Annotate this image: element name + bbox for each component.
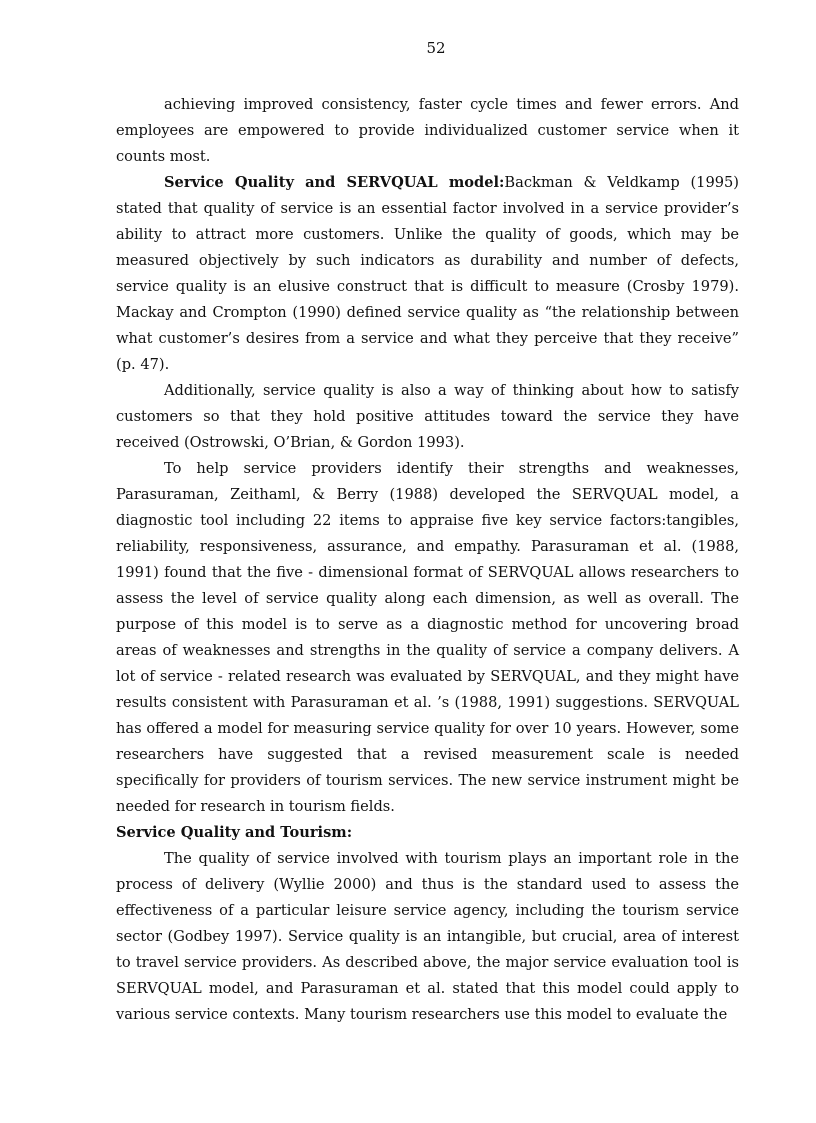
paragraph-3: Additionally, service quality is also a way of thinking about how to satisfy customers so that they hold positive attitudes toward the service they have received (Ostrowski, O’Brian, & Gordon 1993). (116, 382, 739, 451)
paragraph-2-body: Backman & Veldkamp (1995) stated that quality of service is an essential factor involved in a service provider’s ability to attract more customers. Unlike the quality of goods, which may be measured objectively by such indicators as durability and number of defects, service quality is an elusive construct that is difficult to measure (Crosby 1979). Mackay and Crompton (1990) defined service quality as “the relationship between what customer’s desires from a service and what they perceive that they receive” (p. 47). (116, 174, 739, 373)
paragraph-2-lead: Service Quality and SERVQUAL model: (164, 174, 505, 191)
paragraph-2 (116, 170, 739, 378)
paragraph-4: To help service providers identify their strengths and weaknesses, Parasuraman, Zeithaml, & Berry (1988) developed the SERVQUAL model, a diagnostic tool including 22 items to appraise five key service factors:tangibles, reliability, responsiveness, assurance, and empathy. Parasuraman et al. (1988, 1991) found that the five - dimensional format of SERVQUAL allows researchers to assess the level of service quality along each dimension, as well as overall. The purpose of this model is to serve as a diagnostic method for uncovering broad areas of weaknesses and strengths in the quality of service a company delivers. A lot of service - related research was evaluated by SERVQUAL, and they might have results consistent with Parasuraman et al. ’s (1988, 1991) suggestions. SERVQUAL has offered a model for measuring service quality for over 10 years. However, some researchers have suggested that a revised measurement scale is needed specifically for providers of tourism services. The new service instrument might be needed for research in tourism fields. (116, 460, 739, 815)
paragraph-5: The quality of service involved with tourism plays an important role in the process of delivery (Wyllie 2000) and thus is the standard used to assess the effectiveness of a particular leisure service agency, including the tourism service sector (Godbey 1997). Service quality is an intangible, but crucial, area of interest to travel service providers. As described above, the major service evaluation tool is SERVQUAL model, and Parasuraman et al. stated that this model could apply to various service contexts. Many tourism researchers use this model to evaluate the (116, 850, 739, 1023)
section-heading: Service Quality and Tourism: (116, 824, 353, 841)
page-number: 52 (426, 39, 446, 57)
document-body (116, 92, 739, 1028)
paragraph-1: achieving improved consistency, faster cycle times and fewer errors. And employees are empowered to provide individualized customer service when it counts most. (116, 96, 739, 165)
